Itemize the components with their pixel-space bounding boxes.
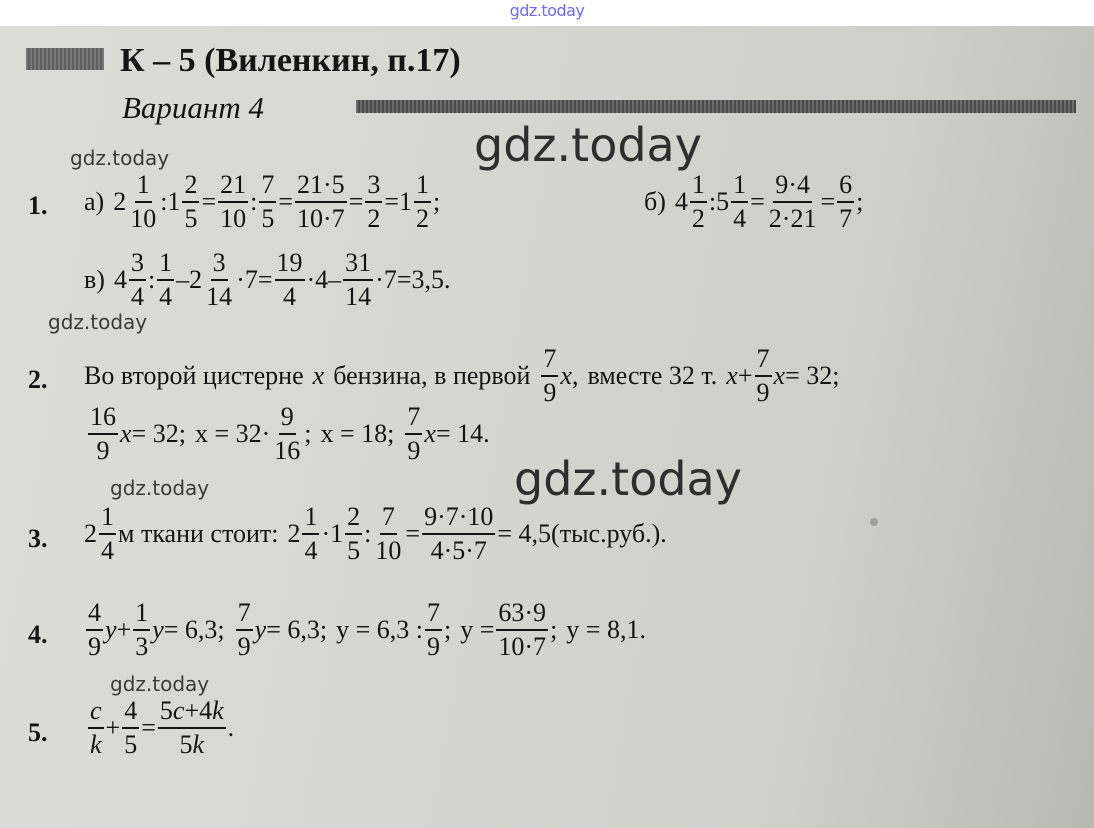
task-1b-expression: б) 4 $\frac{1}{2}$ :5 $\frac{1}{4}$ = $\frac{9\cdot 4}{2\cdot 21}$ = $\frac{6}{7}$ ; xyxy=(644,170,864,233)
watermark-small: gdz.today xyxy=(70,146,170,170)
variant-bar-decoration xyxy=(356,100,1076,113)
watermark-small: gdz.today xyxy=(110,476,210,500)
page-title: К – 5 (Виленкин, п.17) xyxy=(120,42,461,79)
variant-heading: Вариант 4 xyxy=(122,90,264,125)
watermark-top: gdz.today xyxy=(509,1,585,20)
task-4-number: 4. xyxy=(28,620,48,649)
ink-spot xyxy=(870,518,878,526)
task-1-number: 1. xyxy=(28,191,48,220)
task-3-number: 3. xyxy=(28,524,48,553)
task-5-solution: $\frac{c}{k}$ + $\frac{4}{5}$ = $\frac{5c+4k}{5k}$ . xyxy=(90,696,235,759)
watermark-large: gdz.today xyxy=(474,118,702,172)
task-2-statement: Во второй цистерне x бензина, в первой $\frac{7}{9}$ x , вместе 32 т. x + $\frac{7}{9}$ x = 32; xyxy=(84,344,840,407)
task-2-number: 2. xyxy=(28,365,48,394)
task-3-solution: 2 $\frac{1}{4}$ м ткани стоит: 2 $\frac{1}{4}$ ·1 $\frac{2}{5}$ : $\frac{7}{10}$ = $\frac{9\cdot 7\cdot 10}{4\cdot 5\cdot 7}$ = 4,5(тыс.руб.). xyxy=(84,502,667,565)
title-bar-decoration xyxy=(26,48,104,70)
task-1v-expression: в) 4 $\frac{3}{4}$ : $\frac{1}{4}$ –2 $\frac{3}{14}$ ·7= $\frac{19}{4}$ ·4– $\frac{31}{14}$ ·7= 3,5. xyxy=(84,248,451,311)
task-4-solution: $\frac{4}{9}$ y + $\frac{1}{3}$ y = 6,3; $\frac{7}{9}$ y = 6,3; y = 6,3 : $\frac{7}{9}$ ; y = $\frac{63\cdot 9}{10\cdot 7}$ ; y = 8,1. xyxy=(88,598,646,661)
watermark-large: gdz.today xyxy=(514,452,742,506)
task-2-solution: $\frac{16}{9}$ x = 32; x = 32· $\frac{9}{16}$ ; x = 18; $\frac{7}{9}$ x = 14. xyxy=(90,402,490,465)
watermark-small: gdz.today xyxy=(110,672,210,696)
task-5-number: 5. xyxy=(28,718,48,747)
watermark-small: gdz.today xyxy=(48,310,148,334)
task-1a-expression: а) 2 $\frac{1}{10}$ :1 $\frac{2}{5}$ = $\frac{21}{10}$ : $\frac{7}{5}$ = $\frac{21\cdot 5}{10\cdot 7}$ = $\frac{3}{2}$ =1 $\frac{1}{2}$ ; xyxy=(84,170,441,233)
